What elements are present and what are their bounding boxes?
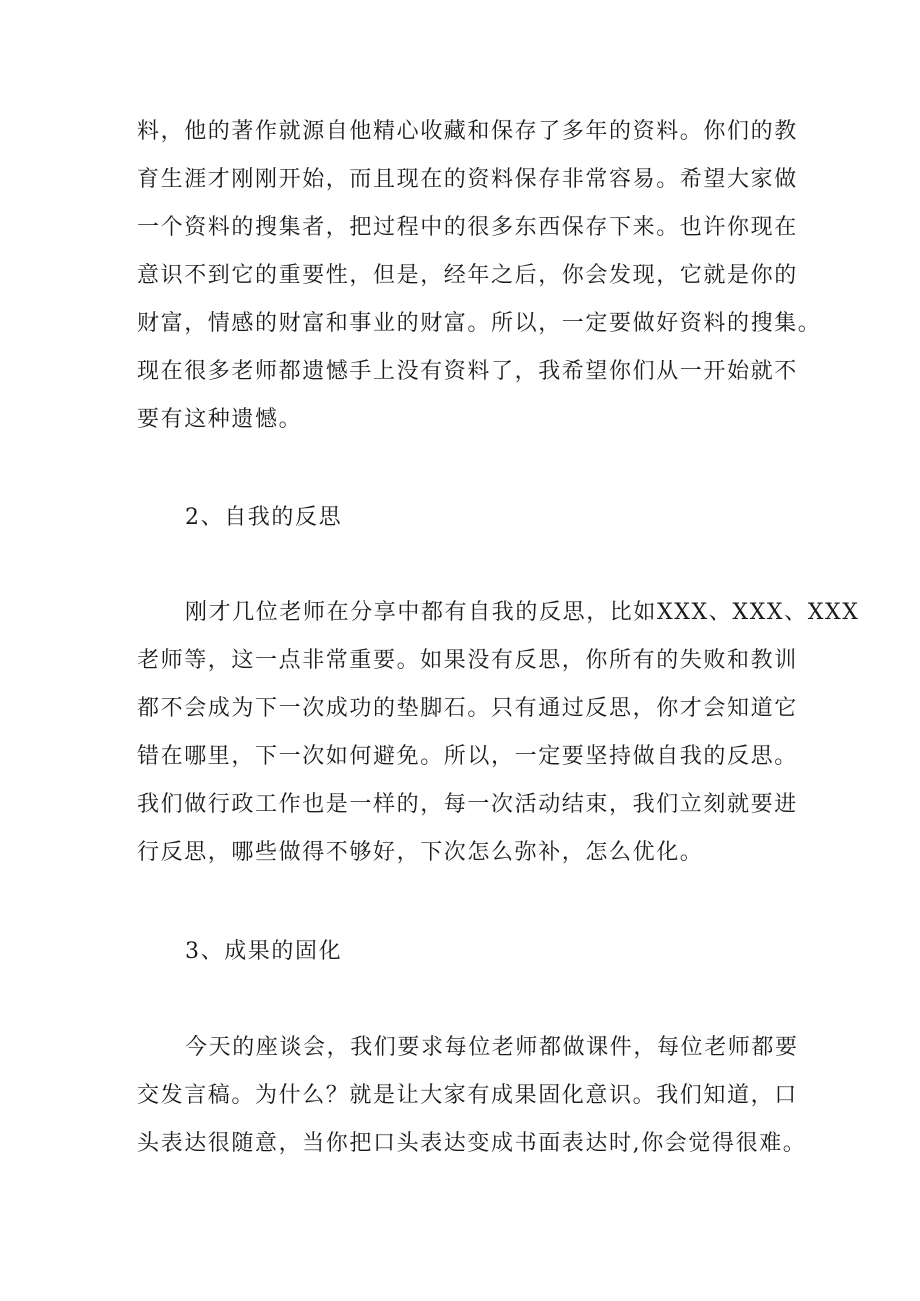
paragraph-2-line: 行反思，哪些做得不够好，下次怎么弥补，怎么优化。 <box>137 840 704 865</box>
section-heading-3: 3、成果的固化 <box>185 939 343 964</box>
paragraph-1-line: 育生涯才刚刚开始，而且现在的资料保存非常容易。希望大家做 <box>137 167 798 192</box>
paragraph-1-line: 料，他的著作就源自他精心收藏和保存了多年的资料。你们的教 <box>137 119 798 144</box>
paragraph-1-line: 一个资料的搜集者，把过程中的很多东西保存下来。也许你现在 <box>137 215 798 240</box>
paragraph-3-line: 今天的座谈会，我们要求每位老师都做课件，每位老师都要 <box>185 1035 799 1060</box>
paragraph-3-line: 交发言稿。为什么？就是让大家有成果固化意识。我们知道，口 <box>137 1083 798 1108</box>
paragraph-1-line: 现在很多老师都遗憾手上没有资料了，我希望你们从一开始就不 <box>137 359 798 384</box>
paragraph-2-line: 老师等，这一点非常重要。如果没有反思，你所有的失败和教训 <box>137 648 798 673</box>
paragraph-1-line: 意识不到它的重要性，但是，经年之后，你会发现，它就是你的 <box>137 263 798 288</box>
paragraph-2-line: 刚才几位老师在分享中都有自我的反思，比如XXX、XXX、XXX <box>185 600 860 625</box>
paragraph-3-line: 头表达很随意，当你把口头表达变成书面表达时,你会觉得很难。 <box>137 1131 807 1156</box>
paragraph-2-line: 错在哪里，下一次如何避免。所以，一定要坚持做自我的反思。 <box>137 744 798 769</box>
paragraph-1-line: 财富，情感的财富和事业的财富。所以，一定要做好资料的搜集。 <box>137 311 822 336</box>
paragraph-2-line: 都不会成为下一次成功的垫脚石。只有通过反思，你才会知道它 <box>137 696 798 721</box>
paragraph-2-line: 我们做行政工作也是一样的，每一次活动结束，我们立刻就要进 <box>137 792 798 817</box>
paragraph-1-line: 要有这种遗憾。 <box>137 407 303 432</box>
section-heading-2: 2、自我的反思 <box>185 505 343 530</box>
